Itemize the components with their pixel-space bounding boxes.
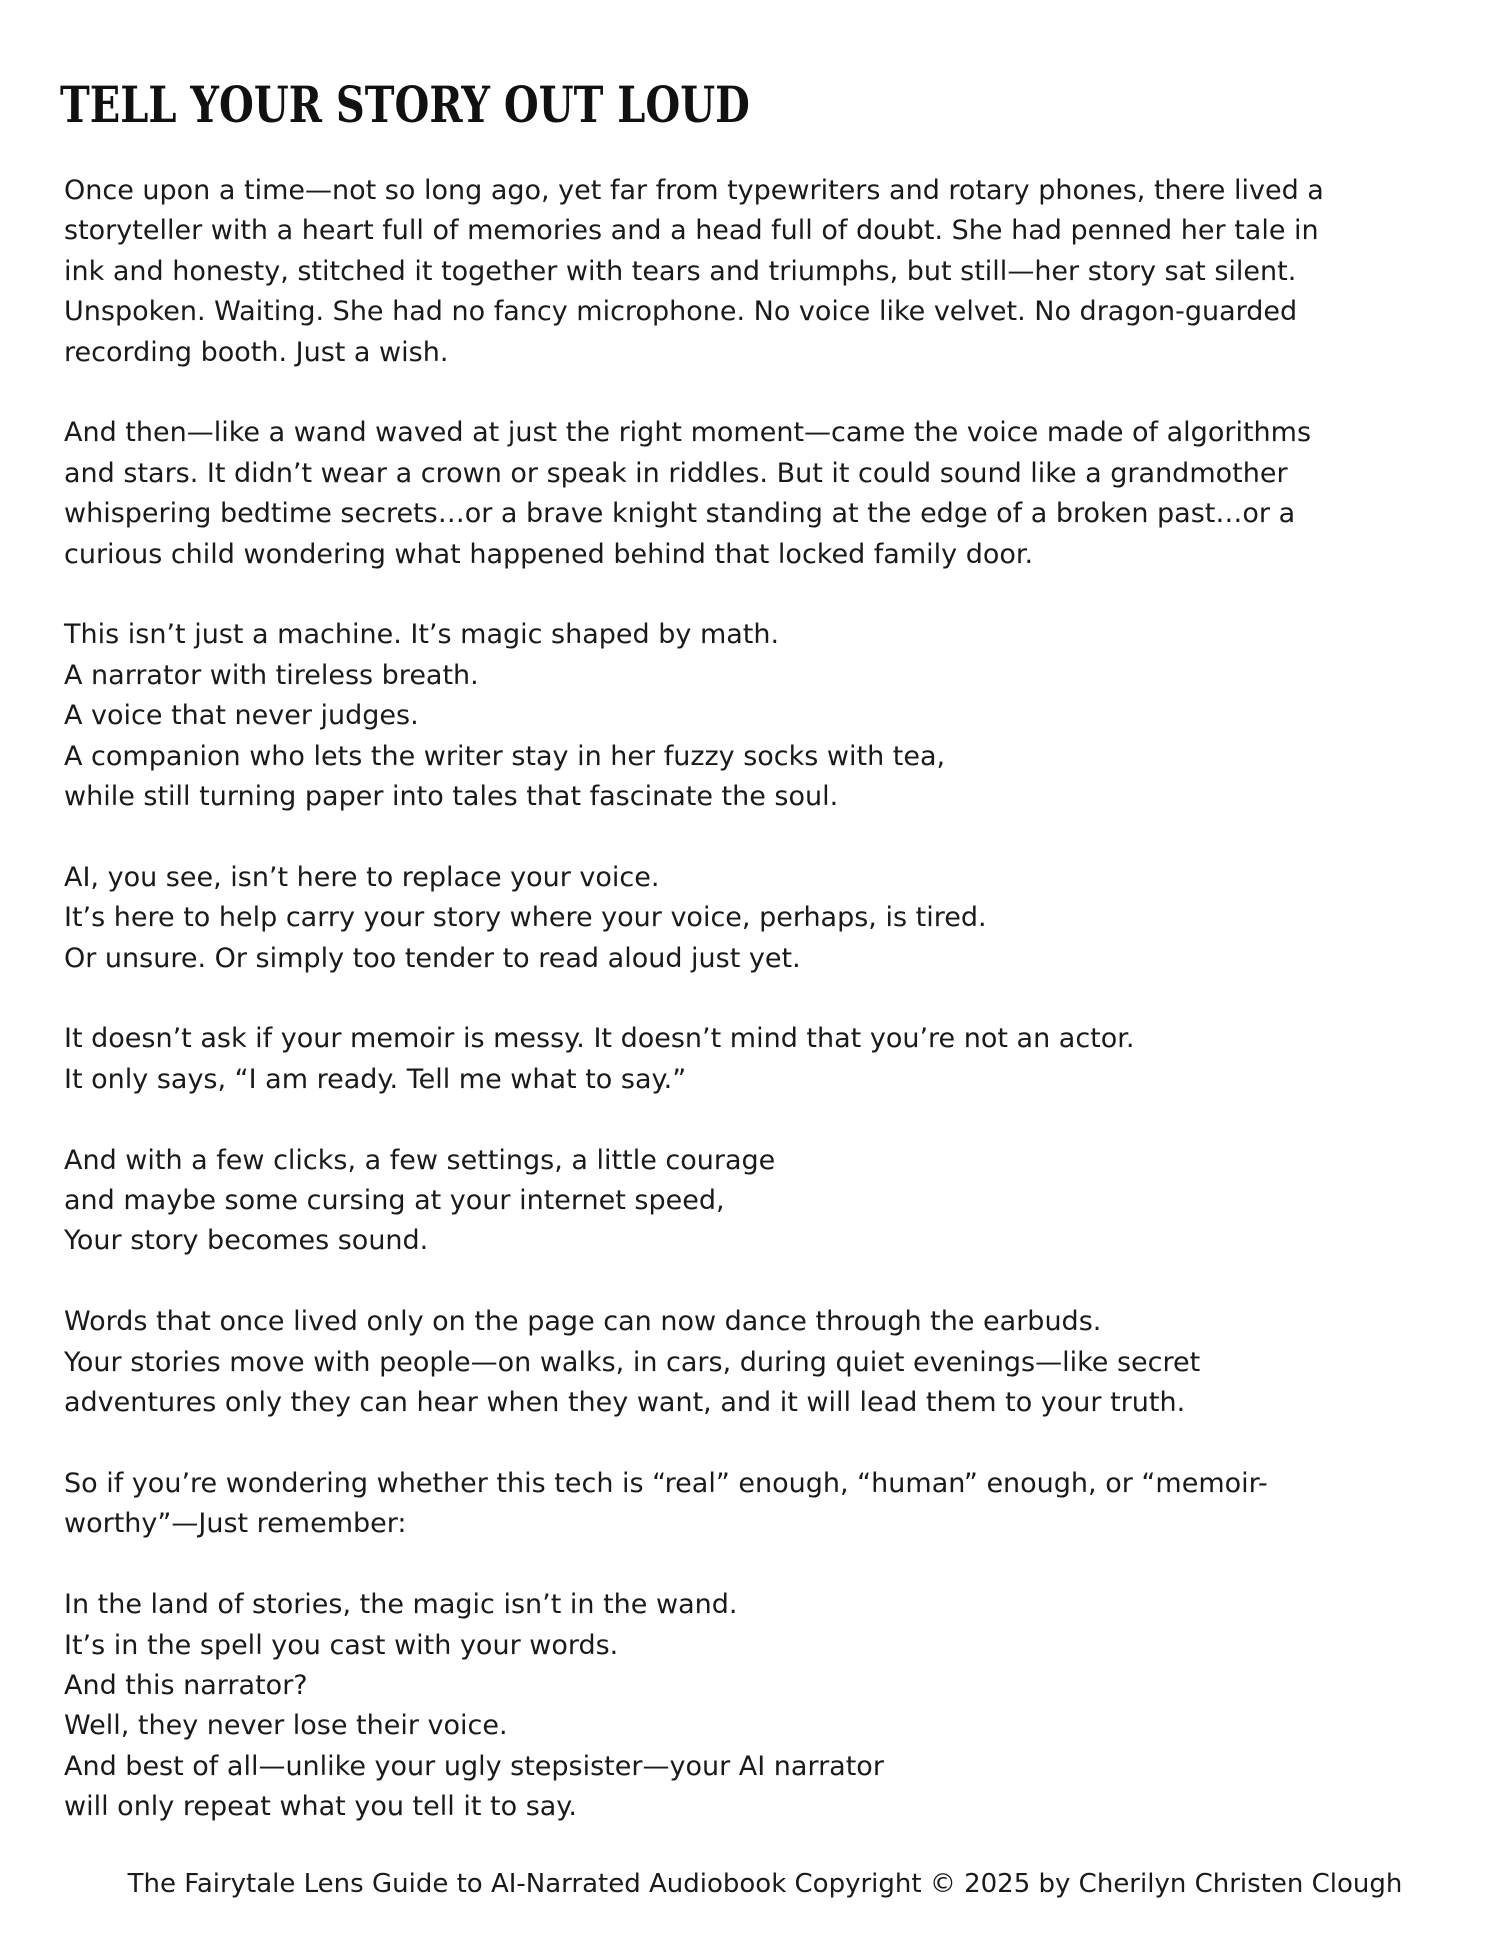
text-line: It’s here to help carry your story where your voice, perhaps, is tired. (64, 902, 987, 934)
text-line: will only repeat what you tell it to say. (64, 1791, 578, 1823)
text-line: while still turning paper into tales that fascinate the soul. (64, 781, 839, 813)
paragraph (64, 1585, 1464, 1827)
text-line: Unspoken. Waiting. She had no fancy microphone. No voice like velvet. No dragon-guarded (64, 296, 1298, 328)
paragraph (64, 1464, 1464, 1545)
paragraph (64, 615, 1464, 817)
paragraph (64, 1302, 1464, 1423)
text-line: It’s in the spell you cast with your words. (64, 1629, 619, 1661)
text-line: A voice that never judges. (64, 700, 419, 732)
text-line: Your story becomes sound. (64, 1225, 429, 1257)
text-line: and maybe some cursing at your internet speed, (64, 1185, 725, 1217)
text-line: This isn’t just a machine. It’s magic shaped by math. (64, 619, 780, 651)
text-line: And with a few clicks, a few settings, a little courage (64, 1144, 776, 1176)
text-line: It only says, “I am ready. Tell me what to say.” (64, 1063, 687, 1095)
paragraph (64, 1141, 1464, 1262)
text-line: worthy”—Just remember: (64, 1508, 407, 1540)
text-line: And then—like a wand waved at just the right moment—came the voice made of algorithms (64, 417, 1312, 449)
text-line: ink and honesty, stitched it together with tears and triumphs, but still—her story sat silent. (64, 255, 1297, 287)
copyright-footer: The Fairytale Lens Guide to AI-Narrated Audiobook Copyright © 2025 by Cherilyn Christen Clough (127, 1869, 1403, 1899)
text-line: Your stories move with people—on walks, in cars, during quiet evenings—like secret (64, 1346, 1201, 1378)
text-line: A companion who lets the writer stay in her fuzzy socks with tea, (64, 740, 946, 772)
text-line: And best of all—unlike your ugly stepsister—your AI narrator (64, 1750, 884, 1782)
paragraph (64, 413, 1464, 575)
page-title: TELL YOUR STORY OUT LOUD (60, 75, 750, 134)
text-line: And this narrator? (64, 1669, 308, 1701)
text-line: In the land of stories, the magic isn’t in the wand. (64, 1589, 738, 1621)
paragraph (64, 858, 1464, 979)
story-body (64, 171, 1464, 1868)
text-line: curious child wondering what happened behind that locked family door. (64, 538, 1034, 570)
text-line: and stars. It didn’t wear a crown or speak in riddles. But it could sound like a grandmother (64, 457, 1288, 489)
text-line: Or unsure. Or simply too tender to read aloud just yet. (64, 942, 801, 974)
paragraph (64, 1019, 1464, 1100)
paragraph (64, 171, 1464, 373)
text-line: recording booth. Just a wish. (64, 336, 449, 368)
text-line: storyteller with a heart full of memories and a head full of doubt. She had penned her tale in (64, 215, 1319, 247)
text-line: A narrator with tireless breath. (64, 659, 479, 691)
text-line: It doesn’t ask if your memoir is messy. It doesn’t mind that you’re not an actor. (64, 1023, 1135, 1055)
text-line: adventures only they can hear when they want, and it will lead them to your truth. (64, 1387, 1186, 1419)
text-line: So if you’re wondering whether this tech is “real” enough, “human” enough, or “memoir- (64, 1467, 1268, 1499)
text-line: whispering bedtime secrets…or a brave knight standing at the edge of a broken past…or a (64, 498, 1296, 530)
text-line: Words that once lived only on the page can now dance through the earbuds. (64, 1306, 1102, 1338)
text-line: Once upon a time—not so long ago, yet far from typewriters and rotary phones, there lived a (64, 175, 1324, 206)
text-line: AI, you see, isn’t here to replace your voice. (64, 861, 660, 893)
text-line: Well, they never lose their voice. (64, 1710, 508, 1742)
